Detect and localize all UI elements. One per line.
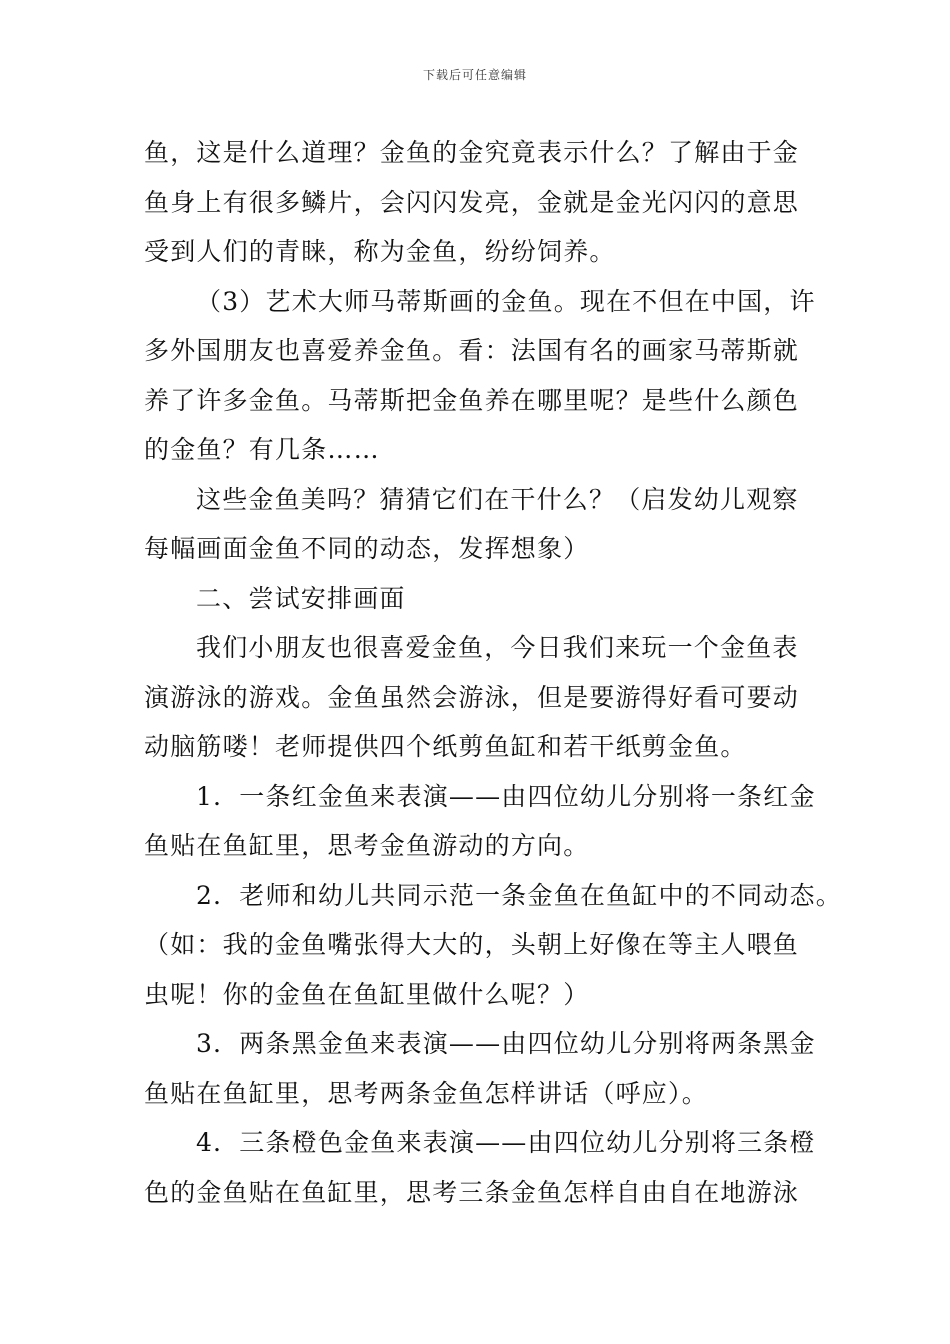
list-item — [144, 1118, 816, 1217]
text-line: 鱼贴在鱼缸里，思考金鱼游动的方向。 — [144, 831, 590, 860]
list-item — [144, 772, 816, 871]
text-line: 3．两条黑金鱼来表演——由四位幼儿分别将两条黑金 — [196, 1029, 816, 1058]
text-line: 养了许多金鱼。马蒂斯把金鱼养在哪里呢？是些什么颜色 — [144, 385, 800, 415]
text-line: 受到人们的青睐，称为金鱼，纷纷饲养。 — [144, 237, 616, 266]
text-line: 每幅画面金鱼不同的动态，发挥想象） — [144, 534, 590, 563]
text-line: 这些金鱼美吗？猜猜它们在干什么？（启发幼儿观察 — [196, 484, 799, 514]
text-line: 的金鱼？有几条…… — [144, 435, 380, 464]
text-line: （如：我的金鱼嘴张得大大的，头朝上好像在等主人喂鱼 — [144, 930, 800, 959]
paragraph — [144, 623, 812, 772]
paragraph — [144, 475, 812, 574]
text-line: 2．老师和幼儿共同示范一条金鱼在鱼缸中的不同动态。 — [196, 880, 842, 910]
text-line: 我们小朋友也很喜爱金鱼，今日我们来玩一个金鱼表 — [196, 633, 799, 662]
text-line: （3）艺术大师马蒂斯画的金鱼。现在不但在中国，许 — [196, 286, 816, 316]
text-line: 鱼贴在鱼缸里，思考两条金鱼怎样讲话（呼应）。 — [144, 1078, 708, 1108]
text-line: 色的金鱼贴在鱼缸里，思考三条金鱼怎样自由自在地游泳 — [144, 1177, 800, 1207]
text-line: 鱼，这是什么道理？金鱼的金究竟表示什么？了解由于金 — [144, 138, 800, 167]
text-line: 虫呢！你的金鱼在鱼缸里做什么呢？） — [144, 979, 590, 1009]
text-line: 1．一条红金鱼来表演——由四位幼儿分别将一条红金 — [196, 781, 816, 811]
text-line: 4．三条橙色金鱼来表演——由四位幼儿分别将三条橙 — [196, 1128, 816, 1157]
paragraph — [144, 277, 816, 475]
text-line: 多外国朋友也喜爱养金鱼。看：法国有名的画家马蒂斯就 — [144, 336, 800, 365]
section-heading — [144, 574, 812, 624]
text-line: 二、尝试安排画面 — [196, 583, 406, 613]
text-line: 鱼身上有很多鳞片，会闪闪发亮，金就是金光闪闪的意思 — [144, 187, 800, 217]
page-header: 下载后可任意编辑 — [422, 68, 527, 82]
list-item — [144, 871, 842, 1020]
text-line: 演游泳的游戏。金鱼虽然会游泳，但是要游得好看可要动 — [144, 682, 800, 712]
text-line: 动脑筋喽！老师提供四个纸剪鱼缸和若干纸剪金鱼。 — [144, 732, 747, 761]
list-item — [144, 1019, 816, 1118]
document-body — [144, 128, 842, 1217]
paragraph — [144, 128, 812, 277]
